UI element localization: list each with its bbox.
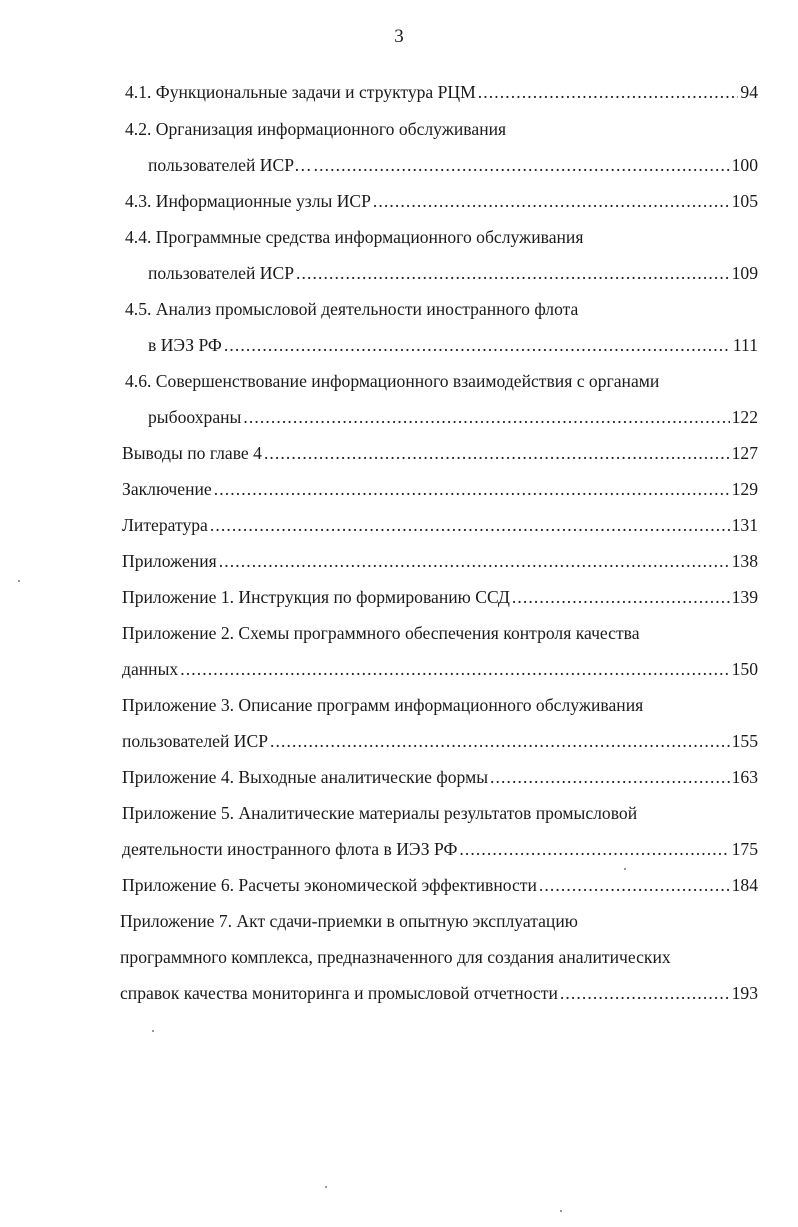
toc-entry-page: 193 bbox=[731, 983, 758, 1003]
toc-leader-dots bbox=[270, 727, 730, 755]
toc-entry-page: 163 bbox=[731, 767, 758, 787]
toc-leader-dots bbox=[539, 871, 730, 899]
toc-entry-title: Приложение 1. Инструкция по формированию ССД bbox=[122, 587, 510, 607]
toc-entry-page: 131 bbox=[731, 515, 758, 535]
toc-entry-title: в ИЭЗ РФ bbox=[148, 335, 222, 355]
scan-speck bbox=[18, 580, 20, 582]
toc-entry-page: 127 bbox=[731, 443, 758, 463]
toc-entry-appendix-5-line-1: Приложение 5. Аналитические материалы результатов промысловой bbox=[122, 803, 638, 823]
toc-entry-page: 138 bbox=[731, 551, 758, 571]
toc-entry-4-5-line-1: 4.5. Анализ промысловой деятельности иностранного флота bbox=[125, 299, 579, 319]
toc-entry-title: деятельности иностранного флота в ИЭЗ РФ bbox=[122, 839, 458, 859]
toc-leader-dots bbox=[490, 763, 730, 791]
toc-entry-appendix-3 bbox=[122, 727, 758, 755]
toc-entry-4-4 bbox=[148, 259, 758, 287]
toc-entry-page: 111 bbox=[732, 335, 758, 355]
toc-entry-title: Заключение bbox=[122, 479, 212, 499]
toc-entry-page: 122 bbox=[731, 407, 758, 427]
toc-entry-page: 184 bbox=[731, 875, 758, 895]
toc-leader-dots bbox=[478, 78, 739, 106]
toc-entry-title: 4.1. Функциональные задачи и структура РЦМ bbox=[125, 82, 476, 102]
toc-entry-conclusion bbox=[122, 475, 758, 503]
toc-entry-page: 109 bbox=[731, 263, 758, 283]
toc-entry-appendix-5 bbox=[122, 835, 758, 863]
toc-entry-page: 100 bbox=[731, 155, 758, 175]
toc-entry-title: данных bbox=[122, 659, 179, 679]
toc-entry-appendix-7-line-1: Приложение 7. Акт сдачи-приемки в опытную эксплуатацию bbox=[120, 911, 578, 931]
toc-entry-page: 105 bbox=[731, 191, 758, 211]
toc-entry-conclusions-ch4 bbox=[122, 439, 758, 467]
toc-entry-4-2 bbox=[148, 151, 758, 179]
toc-entry-4-6-line-1: 4.6. Совершенствование информационного взаимодействия с органами bbox=[125, 371, 660, 391]
scan-speck bbox=[560, 1210, 562, 1212]
toc-leader-dots bbox=[314, 151, 730, 179]
toc-leader-dots bbox=[180, 655, 729, 683]
toc-entry-title: пользователей ИСР bbox=[148, 263, 294, 283]
toc-entry-appendix-6 bbox=[122, 871, 758, 899]
toc-leader-dots bbox=[296, 259, 730, 287]
toc-entry-4-3 bbox=[125, 187, 758, 215]
toc-leader-dots bbox=[459, 835, 729, 863]
toc-entry-title: 4.3. Информационные узлы ИСР bbox=[125, 191, 371, 211]
toc-entry-4-6 bbox=[148, 403, 758, 431]
page-number: 3 bbox=[394, 26, 404, 47]
toc-entry-appendix-4 bbox=[122, 763, 758, 791]
toc-leader-dots bbox=[219, 547, 730, 575]
toc-entry-literature bbox=[122, 511, 758, 539]
toc-leader-dots bbox=[560, 979, 730, 1007]
toc-leader-dots bbox=[512, 583, 730, 611]
toc-entry-title: пользователей ИСР… bbox=[148, 155, 312, 175]
toc-entry-title: рыбоохраны bbox=[148, 407, 242, 427]
toc-entry-page: 155 bbox=[731, 731, 758, 751]
toc-entry-appendix-2 bbox=[122, 655, 758, 683]
toc-entry-4-5 bbox=[148, 331, 758, 359]
toc-entry-4-4-line-1: 4.4. Программные средства информационного обслуживания bbox=[125, 227, 584, 247]
toc-entry-page: 175 bbox=[731, 839, 758, 859]
toc-entry-4-2-line-1: 4.2. Организация информационного обслуживания bbox=[125, 119, 507, 139]
toc-leader-dots bbox=[214, 475, 730, 503]
toc-entry-page: 150 bbox=[731, 659, 758, 679]
toc-leader-dots bbox=[373, 187, 730, 215]
toc-entry-appendix-7 bbox=[120, 979, 758, 1007]
toc-entry-appendix-7-line-2: программного комплекса, предназначенного для создания аналитических bbox=[120, 947, 671, 967]
toc-entry-title: Выводы по главе 4 bbox=[122, 443, 262, 463]
toc-entry-appendix-2-line-1: Приложение 2. Схемы программного обеспечения контроля качества bbox=[122, 623, 640, 643]
toc-leader-dots bbox=[210, 511, 730, 539]
toc-entry-page: 139 bbox=[731, 587, 758, 607]
toc-entry-appendix-3-line-1: Приложение 3. Описание программ информационного обслуживания bbox=[122, 695, 644, 715]
toc-leader-dots bbox=[264, 439, 730, 467]
toc-entry-title: Литература bbox=[122, 515, 208, 535]
toc-entry-page: 94 bbox=[740, 82, 758, 102]
toc-entry-title: справок качества мониторинга и промысловой отчетности bbox=[120, 983, 558, 1003]
toc-entry-title: Приложение 6. Расчеты экономической эффективности bbox=[122, 875, 537, 895]
toc-entry-title: пользователей ИСР bbox=[122, 731, 268, 751]
toc-entry-page: 129 bbox=[731, 479, 758, 499]
toc-entry-title: Приложение 4. Выходные аналитические формы bbox=[122, 767, 489, 787]
toc-entry-appendices bbox=[122, 547, 758, 575]
scan-speck bbox=[624, 868, 626, 870]
scan-speck bbox=[152, 1030, 154, 1032]
toc-leader-dots bbox=[243, 403, 729, 431]
toc-leader-dots bbox=[224, 331, 731, 359]
scan-speck bbox=[325, 1186, 327, 1188]
toc-entry-appendix-1 bbox=[122, 583, 758, 611]
toc-entry-4-1 bbox=[125, 78, 758, 106]
toc-entry-title: Приложения bbox=[122, 551, 217, 571]
